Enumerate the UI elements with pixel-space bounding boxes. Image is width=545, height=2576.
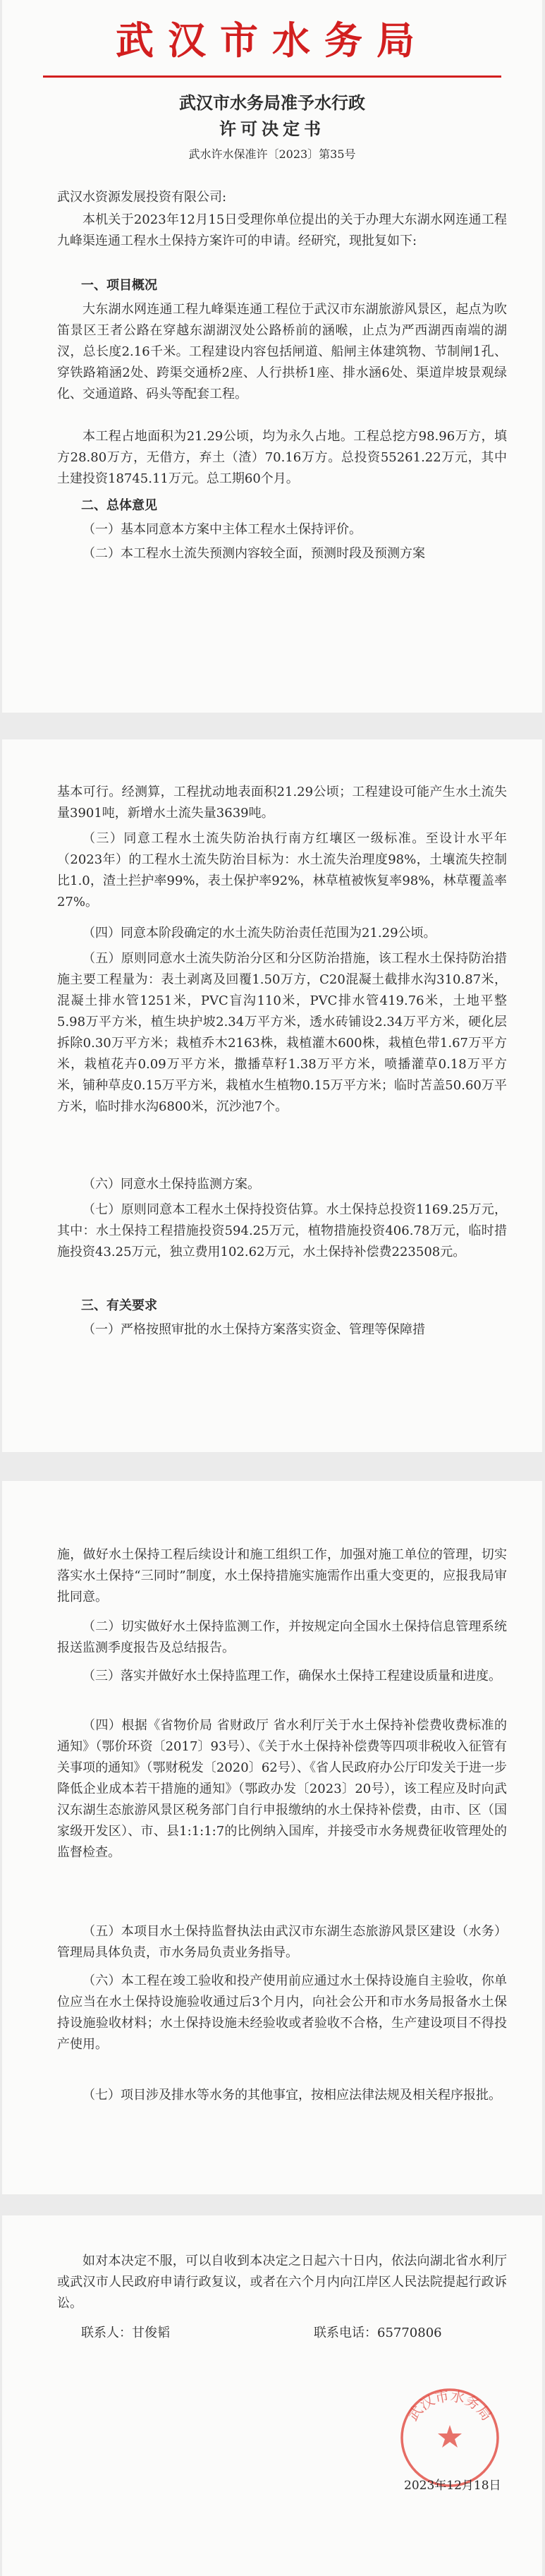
section-heading-requirements: 三、有关要求 xyxy=(81,1298,157,1313)
requirement-item-1-continued: 施，做好水土保持工程后续设计和施工组织工作，加强对施工单位的管理，切实落实水土保持“三同时”制度，水土保持措施实施需作出重大变更的，应报我局审批同意。 xyxy=(57,1547,507,1604)
section-heading-overall-opinion: 二、总体意见 xyxy=(81,498,157,513)
signature-date: 2023年12月18日 xyxy=(404,2479,501,2493)
opinion-item-2-start: （二）本工程水土流失预测内容较全面，预测时段及预测方案 xyxy=(82,546,425,561)
intro-paragraph: 本机关于2023年12月15日受理你单位提出的关于办理大东湖水网连通工程九峰渠连通工程水土保持方案许可的申请。经研究，现批复如下: xyxy=(57,212,507,248)
requirement-item-6: （六）本工程在竣工验收和投产使用前应通过水土保持设施自主验收，你单位应当在水土保持设施验收通过后3个月内，向社会公开和市水务局报备水土保持设施验收材料；水土保持设施未经验收或者验收不合格，生产建设项目不得投产使用。 xyxy=(57,1973,507,2052)
opinion-item-1: （一）基本同意本方案中主体工程水土保持评价。 xyxy=(82,522,362,537)
seal-star-icon xyxy=(438,2425,462,2448)
project-overview-paragraph-1: 大东湖水网连通工程九峰渠连通工程位于武汉市东湖旅游风景区，起点为吹笛景区王者公路在穿越东湖湖汊处公路桥前的涵喉，止点为严西湖西南端的湖汊，总长度2.16千米。工程建设内容包括闸道、船闸主体建筑物、节制闸1孔、穿铁路箱涵2处、跨渠交通桥2座、人行拱桥1座、排水涵6处、渠道岸坡景观绿化、交通道路、码头等配套工程。 xyxy=(57,302,507,401)
document-page-4 xyxy=(2,2215,542,2576)
opinion-item-6: （六）同意水土保持监测方案。 xyxy=(82,1177,260,1192)
document-page-3 xyxy=(2,1481,542,2194)
contact-person: 联系人：甘俊韬 xyxy=(81,2326,170,2340)
document-title-line2: 许可决定书 xyxy=(219,119,325,139)
requirement-item-5: （五）本项目水土保持监督执法由武汉市东湖生态旅游风景区建设（水务）管理局具体负责，市水务局负责业务指导。 xyxy=(57,1924,507,1960)
appeal-notice: 如对本决定不服，可以自收到本决定之日起六十日内，依法向湖北省水利厅或武汉市人民政府申请行政复议，或者在六个月内向江岸区人民法院提起行政诉讼。 xyxy=(57,2254,507,2311)
seal-text: 武汉市水务局 xyxy=(404,2387,496,2424)
requirement-item-1-start: （一）严格按照审批的水土保持方案落实资金、管理等保障措 xyxy=(82,1322,425,1337)
requirement-item-4: （四）根据《省物价局 省财政厅 省水利厅关于水土保持补偿费收费标准的通知》（鄂价环资〔2017〕93号）、《关于水土保持补偿费等四项非税收入征管有关事项的通知》（鄂财税发〔2020〕62号）、《省人民政府办公厅印发关于进一步降低企业成本若干措施的通知》（鄂政办发〔2023〕20号），该工程应及时向武汉东湖生态旅游风景区税务部门自行申报缴纳的水土保持补偿费，由市、区（国家级开发区）、市、县1:1:1:7的比例纳入国库，并接受市水务规费征收管理处的监督检查。 xyxy=(57,1718,507,1860)
document-page-2 xyxy=(2,739,542,1452)
document-page-1 xyxy=(2,0,542,713)
section-heading-project-overview: 一、项目概况 xyxy=(81,278,157,293)
document-number: 武水许水保准许〔2023〕第35号 xyxy=(188,147,356,161)
requirement-item-7: （七）项目涉及排水等水务的其他事宜，按相应法律法规及相关程序报批。 xyxy=(82,2088,501,2103)
requirement-item-3: （三）落实并做好水土保持监理工作，确保水土保持工程建设质量和进度。 xyxy=(82,1669,501,1683)
project-overview-paragraph-2: 本工程占地面积为21.29公顷，均为永久占地。工程总挖方98.96万方，填方28.80万方，无借方，弃土（渣）70.16万方。总投资55261.22万元，其中土建投资18745.11万元。总工期60个月。 xyxy=(57,429,507,486)
opinion-item-5: （五）原则同意水土流失防治分区和分区防治措施，该工程水土保持防治措施主要工程量为：表土剥离及回覆1.50万方，C20混凝土截排水沟310.87米，混凝土排水管1251米，PVC盲沟110米，PVC排水管419.76米，土地平整5.98万平方米，植生块护坡2.34万平方米，透水砖铺设2.34万平方米，硬化层拆除0.30万平方米；栽植乔木2163株，栽植灌木600株，栽植色带1.67万平方米，栽植花卉0.09万平方米，撒播草籽1.38万平方米，喷播灌草0.18万平方米，铺种草皮0.15万平方米，栽植水生植物0.15万平方米；临时苫盖50.60万平方米，临时排水沟6800米，沉沙池7个。 xyxy=(57,951,507,1114)
opinion-item-7: （七）原则同意本工程水土保持投资估算。水土保持总投资1169.25万元，其中：水土保持工程措施投资594.25万元，植物措施投资406.78万元，临时措施投资43.25万元，独立费用102.62万元，水土保持补偿费223508元。 xyxy=(57,1202,507,1259)
red-header-banner: 武汉市水务局 xyxy=(116,18,429,63)
opinion-item-4: （四）同意本阶段确定的水土流失防治责任范围为21.29公顷。 xyxy=(82,926,436,941)
opinion-item-2-continued: 基本可行。经测算，工程扰动地表面积21.29公顷；工程建设可能产生水土流失量3901吨，新增水土流失量3639吨。 xyxy=(57,785,507,821)
opinion-item-3: （三）同意工程水土流失防治执行南方红壤区一级标准。至设计水平年（2023年）的工程水土流失防治目标为：水土流失治理度98%，土壤流失控制比1.0，渣土拦护率99%，表土保护率92%，林草植被恢复率98%，林草覆盖率27%。 xyxy=(57,831,507,909)
contact-phone: 联系电话：65770806 xyxy=(314,2326,442,2340)
document-title-line1: 武汉市水务局准予水行政 xyxy=(179,93,365,113)
requirement-item-2: （二）切实做好水土保持监测工作，并按规定向全国水土保持信息管理系统报送监测季度报告及总结报告。 xyxy=(57,1619,507,1655)
red-header-rule xyxy=(43,75,501,78)
addressee: 武汉水资源发展投资有限公司: xyxy=(57,190,227,205)
